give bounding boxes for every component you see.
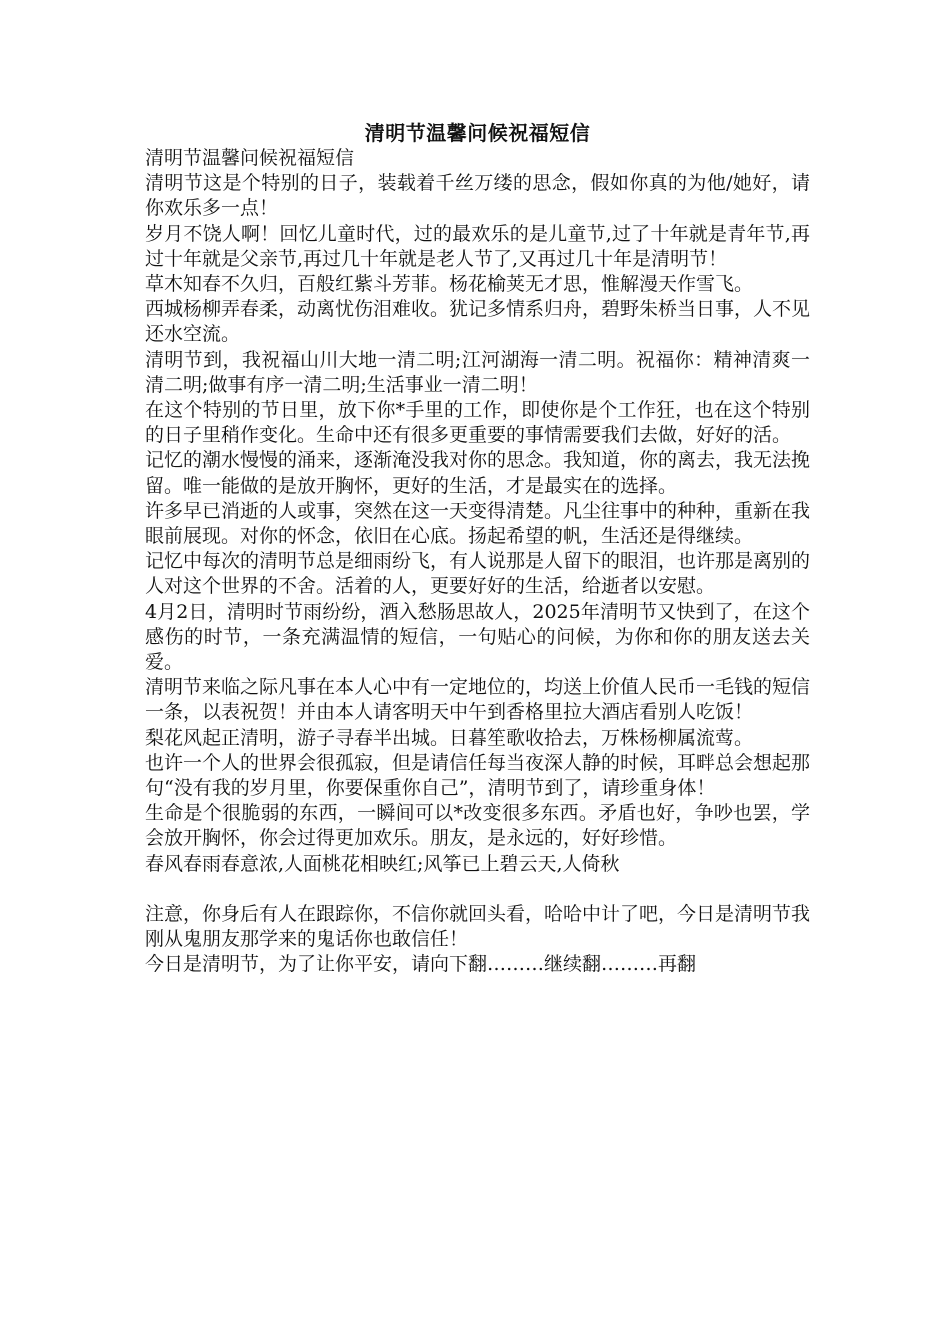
paragraph: 清明节温馨问候祝福短信 [145, 147, 355, 169]
paragraph: 记忆中每次的清明节总是细雨纷飞，有人说那是人留下的眼泪，也许那是离别的人对这个世界的不舍。活着的人，更要好好的生活，给逝者以安慰。 [145, 550, 811, 598]
paragraph: 岁月不饶人啊！回忆儿童时代，过的最欢乐的是儿童节,过了十年就是青年节,再过十年就是父亲节,再过几十年就是老人节了,又再过几十年是清明节！ [145, 222, 810, 270]
paragraph: 西城杨柳弄春柔，动离忧伤泪难收。犹记多情系归舟，碧野朱桥当日事，人不见还水空流。 [145, 298, 811, 346]
paragraph: 今日是清明节，为了让你平安，请向下翻………继续翻………再翻 [145, 953, 697, 976]
document-page [145, 120, 810, 978]
paragraph: 清明节来临之际凡事在本人心中有一定地位的，均送上价值人民币一毛钱的短信一条，以表祝贺！并由本人请客明天中午到香格里拉大酒店看别人吃饭！ [145, 676, 811, 724]
paragraph: 清明节这是个特别的日子，装载着千丝万缕的思念，假如你真的为他/她好，请你欢乐多一点！ [145, 172, 810, 220]
paragraph: 清明节到，我祝福山川大地一清二明;江河湖海一清二明。祝福你：精神清爽一清二明;做事有序一清二明;生活事业一清二明！ [145, 348, 810, 396]
paragraph: 草木知春不久归，百般红紫斗芳菲。杨花榆荚无才思，惟解漫天作雪飞。 [145, 273, 754, 296]
paragraph: 4月2日，清明时节雨纷纷，酒入愁肠思故人，2025年清明节又快到了，在这个感伤的时节，一条充满温情的短信，一句贴心的问候，为你和你的朋友送去关爱。 [145, 600, 810, 674]
paragraph: 生命是个很脆弱的东西，一瞬间可以*改变很多东西。矛盾也好，争吵也罢，学会放开胸怀，你会过得更加欢乐。朋友，是永远的，好好珍惜。 [145, 802, 810, 850]
document-title: 清明节温馨问候祝福短信 [364, 121, 591, 145]
paragraph: 注意，你身后有人在跟踪你，不信你就回头看，哈哈中计了吧，今日是清明节我刚从鬼朋友那学来的鬼话你也敢信任！ [145, 903, 811, 951]
paragraph: 记忆的潮水慢慢的涌来，逐渐淹没我对你的思念。我知道，你的离去，我无法挽留。唯一能做的是放开胸怀，更好的生活，才是最实在的选择。 [145, 449, 811, 497]
paragraph: 许多早已消逝的人或事，突然在这一天变得清楚。凡尘往事中的种种，重新在我眼前展现。对你的怀念，依旧在心底。扬起希望的帆，生活还是得继续。 [145, 499, 811, 548]
blank-line [145, 877, 810, 902]
paragraph: 在这个特别的节日里，放下你*手里的工作，即使你是个工作狂，也在这个特别的日子里稍作变化。生命中还有很多更重要的事情需要我们去做，好好的活。 [145, 399, 810, 447]
document-body [145, 146, 810, 978]
paragraph: 春风春雨春意浓,人面桃花相映红;风筝已上碧云天,人倚秋 [145, 852, 620, 875]
paragraph: 也许一个人的世界会很孤寂，但是请信任每当夜深人静的时候，耳畔总会想起那句“没有我的岁月里，你要保重你自己”，清明节到了，请珍重身体！ [145, 751, 811, 800]
paragraph: 梨花风起正清明，游子寻春半出城。日暮笙歌收拾去，万株杨柳属流莺。 [145, 726, 754, 749]
